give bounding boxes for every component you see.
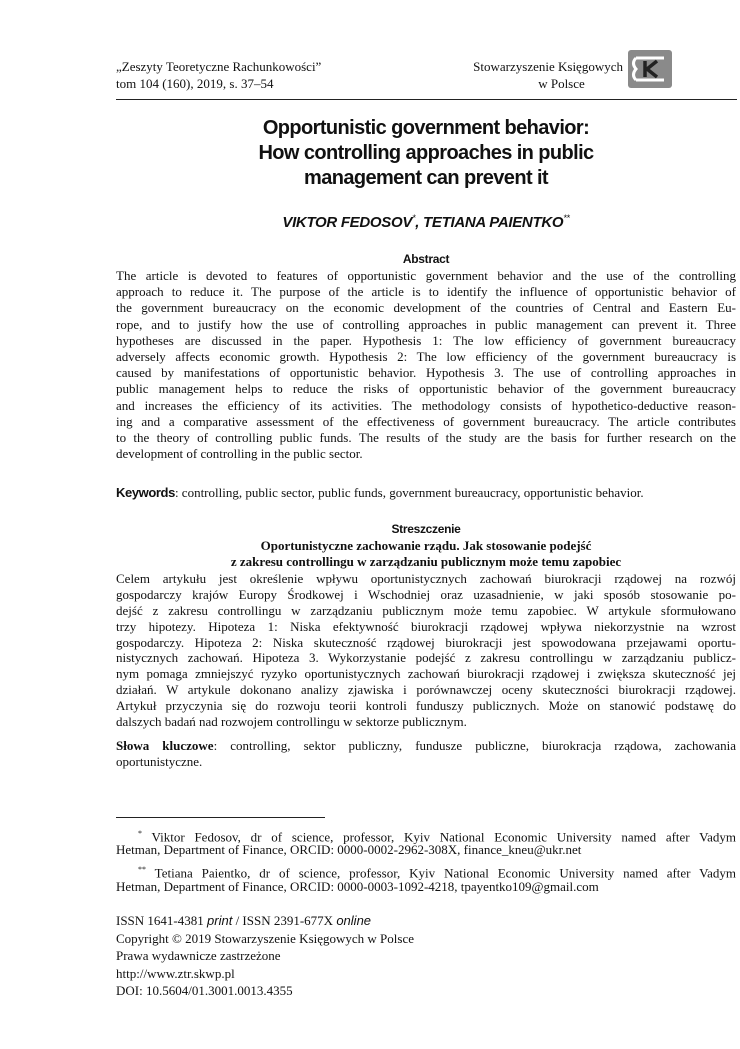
footnote-text: Hetman, Department of Finance, ORCID: 0000-0003-1092-4218, tpayentko109@gmail.com (116, 878, 599, 894)
publisher-country: w Polsce (538, 76, 585, 91)
print-label: print (207, 913, 233, 928)
issn (116, 912, 736, 930)
publisher-info (440, 58, 623, 92)
slowa-kluczowe (116, 738, 736, 770)
text-line: and increases the efficiency of its activities. The methodology consists of hypothetico-deductive reason- (116, 397, 736, 413)
text-line: gospodarczy. Hipoteza 2: Niska skuteczność rządowej biurokracji jest spowodowana przejawami oportu- (116, 634, 736, 650)
keywords (116, 485, 736, 501)
footnotes (116, 826, 736, 895)
polish-title (116, 538, 736, 570)
polish-title-line: Oportunistyczne zachowanie rządu. Jak stosowanie podejść (260, 538, 592, 553)
copyright: Copyright © 2019 Stowarzyszenie Księgowych w Polsce (116, 930, 414, 946)
abstract-heading: Abstract (402, 252, 450, 266)
journal-url[interactable]: http://www.ztr.skwp.pl (116, 965, 235, 981)
title-line: How controlling approaches in public (258, 142, 594, 164)
authors (116, 213, 736, 231)
header-rule (116, 99, 737, 100)
issn-print: ISSN 1641-4381 (116, 913, 208, 928)
footnote-mark: ** (138, 865, 146, 875)
text-line: trzy hipotezy. Hipoteza 1: Niska efektywność biurokracji rządowej wpływa niekorzystnie na wzrost (116, 618, 736, 634)
journal-volume: tom 104 (160), 2019, s. 37–54 (116, 76, 274, 91)
imprint (116, 912, 736, 1000)
keywords-label: Keywords (116, 485, 175, 500)
text-line: dejść z zakresu controllingu w zarządzaniu publicznym może temu zapobiec. W artykule sformułowano (116, 602, 736, 618)
text-line: caused by manifestations of opportunistic behavior. Hypothesis 3. The use of controlling approaches in (116, 365, 736, 381)
title-line: Opportunistic government behavior: (262, 117, 590, 139)
text-line: działań. W artykule dokonano analizy zjawiska i porównawczej oceny skuteczności biurokracji rządowej. (116, 682, 736, 698)
slowa-text: : controlling, sektor publiczny, fundusze publiczne, biurokracja rządowa, zachowania (213, 738, 736, 753)
publisher-logo (628, 50, 672, 88)
issn-online: / ISSN 2391-677X (232, 913, 337, 928)
slowa-label: Słowa kluczowe (116, 738, 214, 753)
footnote-mark: ** (563, 213, 570, 223)
paper-title (116, 116, 736, 191)
text-line: approach to reduce it. The purpose of the article is to identify the influence of opportunistic behavior of (116, 284, 736, 300)
text-line: rope, and to justify how the use of controlling approaches in public management can prevent it. Three (116, 316, 736, 332)
separator: , (415, 214, 424, 231)
journal-info (116, 58, 321, 92)
journal-name: „Zeszyty Teoretyczne Rachunkowości” (116, 59, 322, 74)
text-line: public management helps to reduce the risks of opportunistic behavior of the government bureaucracy (116, 381, 736, 397)
publisher-name: Stowarzyszenie Księgowych (473, 59, 623, 74)
title-line: management can prevent it (304, 167, 548, 189)
text-line: The article is devoted to features of opportunistic government behavior and the use of the controlling (116, 268, 736, 283)
footnote-mark: * (138, 829, 142, 838)
footnote-text: Tetiana Paientko, dr of science, professor, Kyiv National Economic University named after Vadym (146, 865, 736, 881)
text-line: nistycznych zachowań. Hipoteza 3. Wykorzystanie podejść z zakresu controllingu w zarządzaniu publicz- (116, 650, 736, 666)
text-line: hypotheses are discussed in the paper. Hypothesis 1: The low efficiency of government bureaucracy (116, 332, 736, 348)
streszczenie-body (116, 571, 736, 730)
doi[interactable]: DOI: 10.5604/01.3001.0013.4355 (116, 983, 293, 998)
footnote-mark: * (412, 213, 416, 223)
footnote-text: Viktor Fedosov, dr of science, professor, Kyiv National Economic University named after Vadym (142, 829, 736, 845)
text-line: Artykuł przyczynia się do rozwoju teorii kontroli funduszy publicznych. Może on stanowić podstawę do (116, 698, 736, 714)
text-line: adversely affects economic growth. Hypothesis 2: The low efficiency of the government bureaucracy is (116, 348, 736, 364)
online-label: online (336, 913, 372, 928)
abstract-body (116, 268, 736, 462)
keywords-text: : controlling, public sector, public funds, government bureaucracy, opportunistic behavior. (174, 485, 644, 500)
text-line: nym pomaga zmniejszyć ryzyko oportunistycznych zachowań biurokracji rządowej i zwiększa skuteczność jej (116, 666, 736, 682)
author-2: TETIANA PAIENTKO (423, 214, 564, 231)
rights: Prawa wydawnicze zastrzeżone (116, 948, 281, 963)
text-line: the government bureaucracy on the economic development of the countries of Central and Eastern Eu- (116, 300, 736, 316)
footnote-text: Hetman, Department of Finance, ORCID: 0000-0002-2962-308X, finance_kneu@ukr.net (116, 842, 582, 858)
text-line: gospodarczy krajów Europy Środkowej i Wschodniej oraz uzasadnienie, w jaki sposób stosowanie po- (116, 586, 736, 602)
slowa-text: oportunistyczne. (116, 754, 203, 770)
streszczenie-heading: Streszczenie (391, 522, 461, 536)
text-line: Celem artykułu jest określenie wpływu oportunistycznych zachowań biurokracji rządowej na rozwój (116, 571, 736, 586)
text-line: ing and a comparative assessment of the effectiveness of government bureaucracy. The article contributes (116, 413, 736, 429)
author-1: VIKTOR FEDOSOV (282, 214, 413, 231)
polish-title-line: z zakresu controllingu w zarządzaniu publicznym może temu zapobiec (230, 554, 622, 569)
footnote-rule (116, 817, 325, 818)
text-line: to the theory of controlling public funds. The results of the study are the basis for further research on the (116, 429, 736, 445)
text-line: dalszych badań nad rozwojem controllingu w sektorze publicznym. (116, 714, 467, 730)
text-line: development of controlling in the public sector. (116, 446, 363, 462)
